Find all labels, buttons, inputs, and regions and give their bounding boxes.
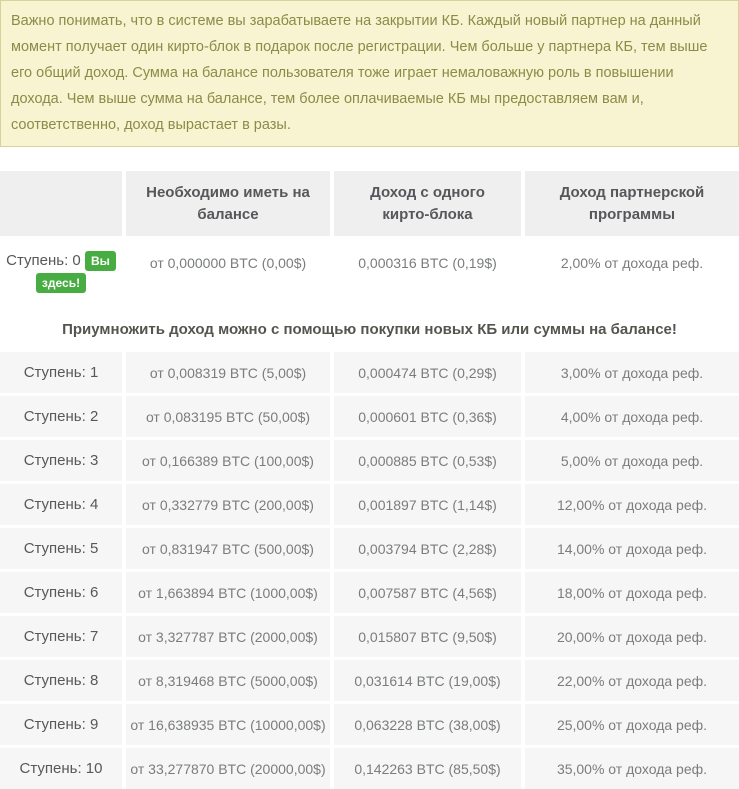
- table-header-row: [0, 171, 739, 236]
- partner-income-value: 12,00% от дохода реф.: [525, 484, 739, 525]
- step-label: Ступень: 9: [0, 704, 122, 745]
- step-label: Ступень: 2: [0, 396, 122, 437]
- income-per-block-value: 0,142263 BTC (85,50$): [334, 748, 521, 789]
- partner-income-value: 25,00% от дохода реф.: [525, 704, 739, 745]
- step-label: Ступень: 6: [0, 572, 122, 613]
- partner-income-value: 22,00% от дохода реф.: [525, 660, 739, 701]
- table-row: [0, 528, 739, 569]
- partner-income-value: 4,00% от дохода реф.: [525, 396, 739, 437]
- balance-required-value: от 33,277870 BTC (20000,00$): [126, 748, 330, 789]
- income-per-block-value: 0,031614 BTC (19,00$): [334, 660, 521, 701]
- steps-table: [0, 171, 739, 789]
- step-label: Ступень: 5: [0, 528, 122, 569]
- info-alert-text: Важно понимать, что в системе вы зарабатываете на закрытии КБ. Каждый новый партнер на данный момент получает один кирто-блок в подарок после регистрации. Чем больше у партнера КБ, тем выше его общий доход. Сумма на балансе пользователя тоже играет немаловажную роль в повышении дохода. Чем выше сумма на балансе, тем более оплачиваемые КБ мы предоставляем вам и, соответственно, доход вырастает в разы.: [11, 13, 708, 133]
- table-row: [0, 440, 739, 481]
- step-label: Ступень: 0: [6, 252, 81, 269]
- header-empty: [0, 171, 122, 236]
- income-per-block-value: 0,001897 BTC (1,14$): [334, 484, 521, 525]
- income-per-block-value: 0,000474 BTC (0,29$): [334, 352, 521, 393]
- income-per-block-value: 0,000885 BTC (0,53$): [334, 440, 521, 481]
- table-row-current-step: [0, 239, 739, 308]
- balance-required-value: от 0,332779 BTC (200,00$): [126, 484, 330, 525]
- promo-message: Приумножить доход можно с помощью покупки новых КБ или суммы на балансе!: [62, 321, 677, 338]
- table-row: [0, 396, 739, 437]
- balance-required-value: от 0,831947 BTC (500,00$): [126, 528, 330, 569]
- balance-required-value: от 16,638935 BTC (10000,00$): [126, 704, 330, 745]
- header-partner-income: Доход партнерской программы: [525, 171, 739, 236]
- balance-required-value: от 3,327787 BTC (2000,00$): [126, 616, 330, 657]
- table-row: [0, 660, 739, 701]
- table-row: [0, 748, 739, 789]
- balance-required-value: от 8,319468 BTC (5000,00$): [126, 660, 330, 701]
- step-label: Ступень: 4: [0, 484, 122, 525]
- income-per-block-value: 0,007587 BTC (4,56$): [334, 572, 521, 613]
- step-label: Ступень: 3: [0, 440, 122, 481]
- income-per-block-value: 0,015807 BTC (9,50$): [334, 616, 521, 657]
- step-label-cell: [0, 239, 122, 308]
- balance-required-value: от 0,083195 BTC (50,00$): [126, 396, 330, 437]
- table-row: [0, 616, 739, 657]
- partner-income-value: 2,00% от дохода реф.: [525, 239, 739, 308]
- step-label: Ступень: 7: [0, 616, 122, 657]
- table-row: [0, 572, 739, 613]
- income-per-block-value: 0,003794 BTC (2,28$): [334, 528, 521, 569]
- partner-income-value: 35,00% от дохода реф.: [525, 748, 739, 789]
- balance-required-value: от 0,008319 BTC (5,00$): [126, 352, 330, 393]
- income-per-block-value: 0,000601 BTC (0,36$): [334, 396, 521, 437]
- partner-income-value: 20,00% от дохода реф.: [525, 616, 739, 657]
- header-balance-required: Необходимо иметь на балансе: [126, 171, 330, 236]
- partner-income-value: 18,00% от дохода реф.: [525, 572, 739, 613]
- income-per-block-value: 0,063228 BTC (38,00$): [334, 704, 521, 745]
- step-label: Ступень: 10: [0, 748, 122, 789]
- balance-required-value: от 0,000000 BTC (0,00$): [126, 239, 330, 308]
- partner-income-value: 3,00% от дохода реф.: [525, 352, 739, 393]
- step-label: Ступень: 1: [0, 352, 122, 393]
- partner-income-value: 14,00% от дохода реф.: [525, 528, 739, 569]
- header-income-per-block: Доход с одного кирто-блока: [334, 171, 521, 236]
- info-alert-box: [0, 0, 739, 147]
- table-row: [0, 704, 739, 745]
- table-row: [0, 484, 739, 525]
- income-per-block-value: 0,000316 BTC (0,19$): [334, 239, 521, 308]
- partner-income-value: 5,00% от дохода реф.: [525, 440, 739, 481]
- balance-required-value: от 0,166389 BTC (100,00$): [126, 440, 330, 481]
- step-label: Ступень: 8: [0, 660, 122, 701]
- table-row: [0, 352, 739, 393]
- you-are-here-badge: Вы здесь!: [36, 251, 116, 293]
- balance-required-value: от 1,663894 BTC (1000,00$): [126, 572, 330, 613]
